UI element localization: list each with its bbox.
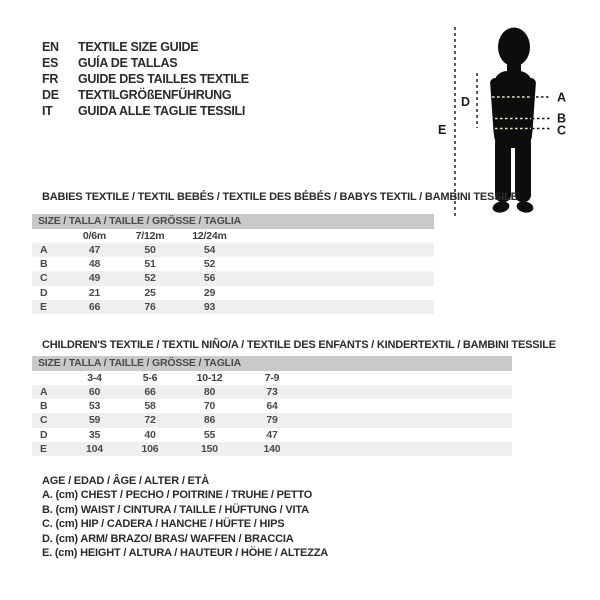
legend-item: B. (cm) WAIST / CINTURA / TAILLE / HÜFTUNG / VITA <box>42 503 309 516</box>
language-row <box>42 103 249 119</box>
table-row <box>32 300 434 314</box>
cell-value: 66 <box>88 300 101 313</box>
child-silhouette-icon <box>490 28 536 215</box>
language-code: IT <box>42 104 53 118</box>
size-header-bar: SIZE / TALLA / TAILLE / GRÖSSE / TAGLIA <box>32 214 434 229</box>
row-label: B <box>40 400 48 413</box>
row-label: E <box>40 300 47 313</box>
cell-value: 48 <box>88 258 101 271</box>
language-code: DE <box>42 88 59 102</box>
cell-value: 86 <box>203 414 216 427</box>
column-header-spacer <box>32 229 68 244</box>
babies-size-table <box>32 214 434 314</box>
cell-value: 70 <box>203 400 216 413</box>
cell-value: 60 <box>88 386 101 398</box>
measurement-legend <box>42 474 328 560</box>
column-header-spacer <box>32 371 68 386</box>
cell-value: 56 <box>203 272 216 285</box>
table-row <box>32 428 512 442</box>
legend-item: A. (cm) CHEST / PECHO / POITRINE / TRUHE / PETTO <box>42 489 313 502</box>
column-header-row <box>32 229 434 244</box>
row-label: D <box>40 428 48 441</box>
legend-item: C. (cm) HIP / CADERA / HANCHE / HÜFTE / HIPS <box>42 518 285 531</box>
language-title: TEXTILGRÖßENFÜHRUNG <box>78 88 232 102</box>
cell-value: 58 <box>144 400 156 413</box>
cell-value: 53 <box>88 400 101 413</box>
row-label: A <box>40 244 48 256</box>
table-row <box>32 385 512 399</box>
table-rows <box>32 243 434 314</box>
column-header: 5-6 <box>142 371 158 384</box>
table-row <box>32 442 512 456</box>
label-arm: D <box>461 95 471 109</box>
cell-value: 55 <box>203 428 216 441</box>
language-title: GUIDE DES TAILLES TEXTILE <box>78 72 249 86</box>
legend-item: D. (cm) ARM/ BRAZO/ BRAS/ WAFFEN / BRACCIA <box>42 532 294 545</box>
cell-value: 52 <box>203 258 216 271</box>
table-row <box>32 286 434 300</box>
legend-item: E. (cm) HEIGHT / ALTURA / HAUTEUR / HÖHE / ALTEZZA <box>42 547 328 560</box>
language-title: GUÍA DE TALLAS <box>78 56 178 70</box>
table-row <box>32 257 434 271</box>
cell-value: 25 <box>144 286 156 299</box>
column-header: 7-9 <box>264 371 280 384</box>
cell-value: 104 <box>86 442 103 455</box>
table-row <box>32 399 512 413</box>
cell-value: 76 <box>144 300 156 313</box>
language-row <box>42 39 249 55</box>
row-label: B <box>40 258 48 271</box>
cell-value: 29 <box>203 286 216 299</box>
children-size-table <box>32 356 512 456</box>
row-label: C <box>40 272 48 285</box>
cell-value: 49 <box>88 272 101 285</box>
column-header: 7/12m <box>135 229 165 242</box>
cell-value: 140 <box>263 442 281 455</box>
babies-table-title: BABIES TEXTILE / TEXTIL BEBÉS / TEXTILE DES BÉBÉS / BABYS TEXTIL / BAMBINI TESSILE <box>42 191 518 203</box>
language-code: ES <box>42 56 59 70</box>
label-chest: A <box>557 90 567 105</box>
language-row <box>42 87 249 103</box>
row-label: A <box>40 386 48 398</box>
column-header: 0/6m <box>82 229 107 242</box>
cell-value: 150 <box>201 442 218 455</box>
cell-value: 52 <box>144 272 156 285</box>
cell-value: 73 <box>266 386 278 398</box>
row-label: C <box>40 414 48 427</box>
cell-value: 50 <box>144 244 156 256</box>
cell-value: 72 <box>144 414 156 427</box>
cell-value: 47 <box>88 244 101 256</box>
cell-value: 106 <box>141 442 159 455</box>
language-row <box>42 55 249 71</box>
table-rows <box>32 385 512 456</box>
column-header: 10-12 <box>196 371 223 384</box>
cell-value: 54 <box>203 244 216 256</box>
size-header-bar: SIZE / TALLA / TAILLE / GRÖSSE / TAGLIA <box>32 356 512 371</box>
label-waist: B <box>557 111 567 126</box>
cell-value: 40 <box>144 428 156 441</box>
cell-value: 35 <box>88 428 101 441</box>
language-code: EN <box>42 40 59 54</box>
cell-value: 59 <box>88 414 101 427</box>
row-label: D <box>40 286 48 299</box>
legend-age-line: AGE / EDAD / ÂGE / ALTER / ETÀ <box>42 475 209 487</box>
cell-value: 93 <box>203 300 216 313</box>
cell-value: 21 <box>88 286 101 299</box>
language-row <box>42 71 249 87</box>
cell-value: 79 <box>266 414 278 427</box>
children-table-title: CHILDREN'S TEXTILE / TEXTIL NIÑO/A / TEXTILE DES ENFANTS / KINDERTEXTIL / BAMBINI TESSILE <box>42 339 556 351</box>
language-list <box>42 39 249 119</box>
table-row <box>32 413 512 427</box>
column-header: 12/24m <box>192 229 227 242</box>
cell-value: 47 <box>266 428 278 441</box>
label-height: E <box>438 123 447 137</box>
language-title: GUIDA ALLE TAGLIE TESSILI <box>78 104 246 118</box>
row-label: E <box>40 442 47 455</box>
cell-value: 80 <box>203 386 216 398</box>
cell-value: 66 <box>144 386 156 398</box>
column-header: 3-4 <box>87 371 102 384</box>
language-code: FR <box>42 72 59 86</box>
language-title: TEXTILE SIZE GUIDE <box>78 40 199 54</box>
cell-value: 51 <box>144 258 156 271</box>
column-header-row <box>32 371 512 386</box>
table-row <box>32 243 434 257</box>
cell-value: 64 <box>266 400 278 413</box>
label-hip: C <box>557 123 567 138</box>
table-row <box>32 271 434 285</box>
